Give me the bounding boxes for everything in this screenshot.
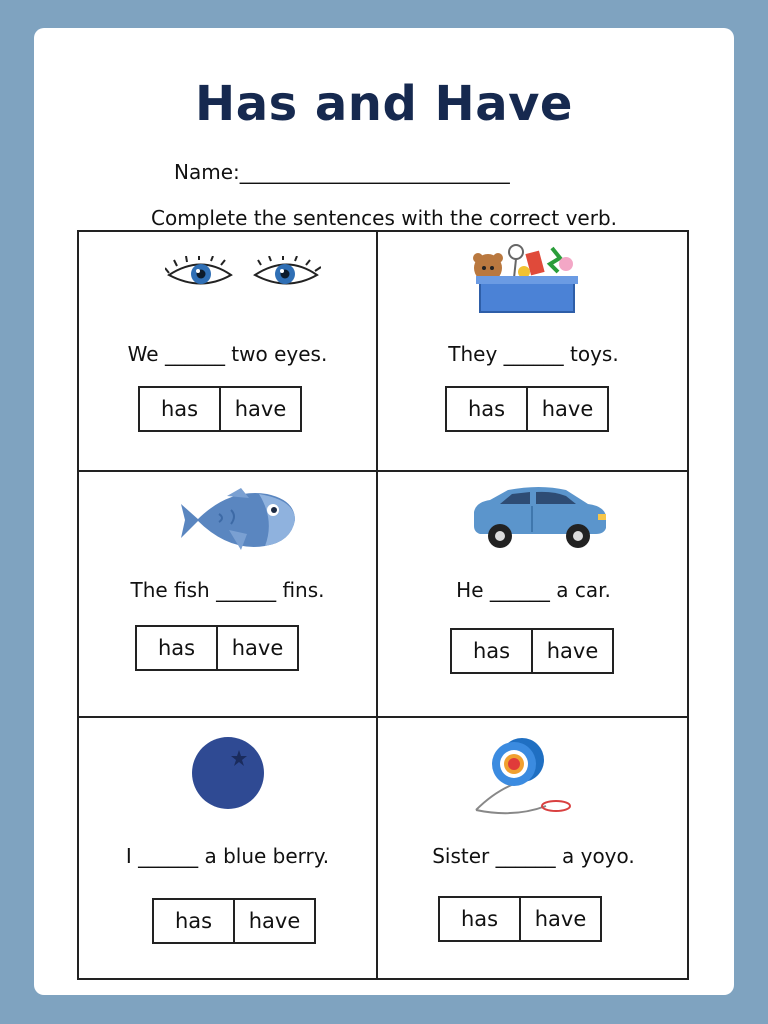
sentence-text: The fish ______ fins. — [130, 578, 325, 602]
option-has[interactable]: has — [472, 639, 511, 663]
option-has[interactable]: has — [174, 909, 213, 933]
answer-choices — [445, 386, 609, 432]
exercise-cell-5 — [79, 718, 376, 980]
name-field[interactable]: Name:___________________________ — [174, 160, 510, 184]
answer-choices — [152, 898, 316, 944]
option-has[interactable]: has — [157, 636, 196, 660]
option-have[interactable]: have — [526, 388, 607, 430]
sentence-text: Sister ______ a yoyo. — [432, 844, 635, 868]
sentence-text: He ______ a car. — [456, 578, 611, 602]
option-have[interactable]: have — [216, 627, 297, 669]
exercise-grid — [77, 230, 689, 980]
option-have[interactable]: have — [233, 900, 314, 942]
exercise-cell-2 — [378, 232, 689, 470]
blueberry-icon — [191, 736, 265, 810]
sentence-text: We ______ two eyes. — [127, 342, 328, 366]
answer-choices — [135, 625, 299, 671]
instruction-text: Complete the sentences with the correct verb. — [151, 206, 617, 230]
yoyo-icon — [474, 736, 574, 818]
option-has[interactable]: has — [160, 397, 199, 421]
exercise-cell-4 — [378, 472, 689, 716]
answer-choices — [438, 896, 602, 942]
fish-icon — [179, 486, 297, 554]
option-has[interactable]: has — [460, 907, 499, 931]
option-has[interactable]: has — [467, 397, 506, 421]
exercise-cell-3 — [79, 472, 376, 716]
option-have[interactable]: have — [219, 388, 300, 430]
worksheet-title: Has and Have — [195, 76, 573, 132]
toy-box-icon — [466, 238, 590, 318]
exercise-cell-1 — [79, 232, 376, 470]
sentence-text: They ______ toys. — [448, 342, 619, 366]
car-icon — [470, 486, 610, 550]
sentence-text: I ______ a blue berry. — [125, 844, 330, 868]
exercise-cell-6 — [378, 718, 689, 980]
eyes-icon — [165, 256, 321, 294]
option-have[interactable]: have — [531, 630, 612, 672]
answer-choices — [138, 386, 302, 432]
option-have[interactable]: have — [519, 898, 600, 940]
answer-choices — [450, 628, 614, 674]
